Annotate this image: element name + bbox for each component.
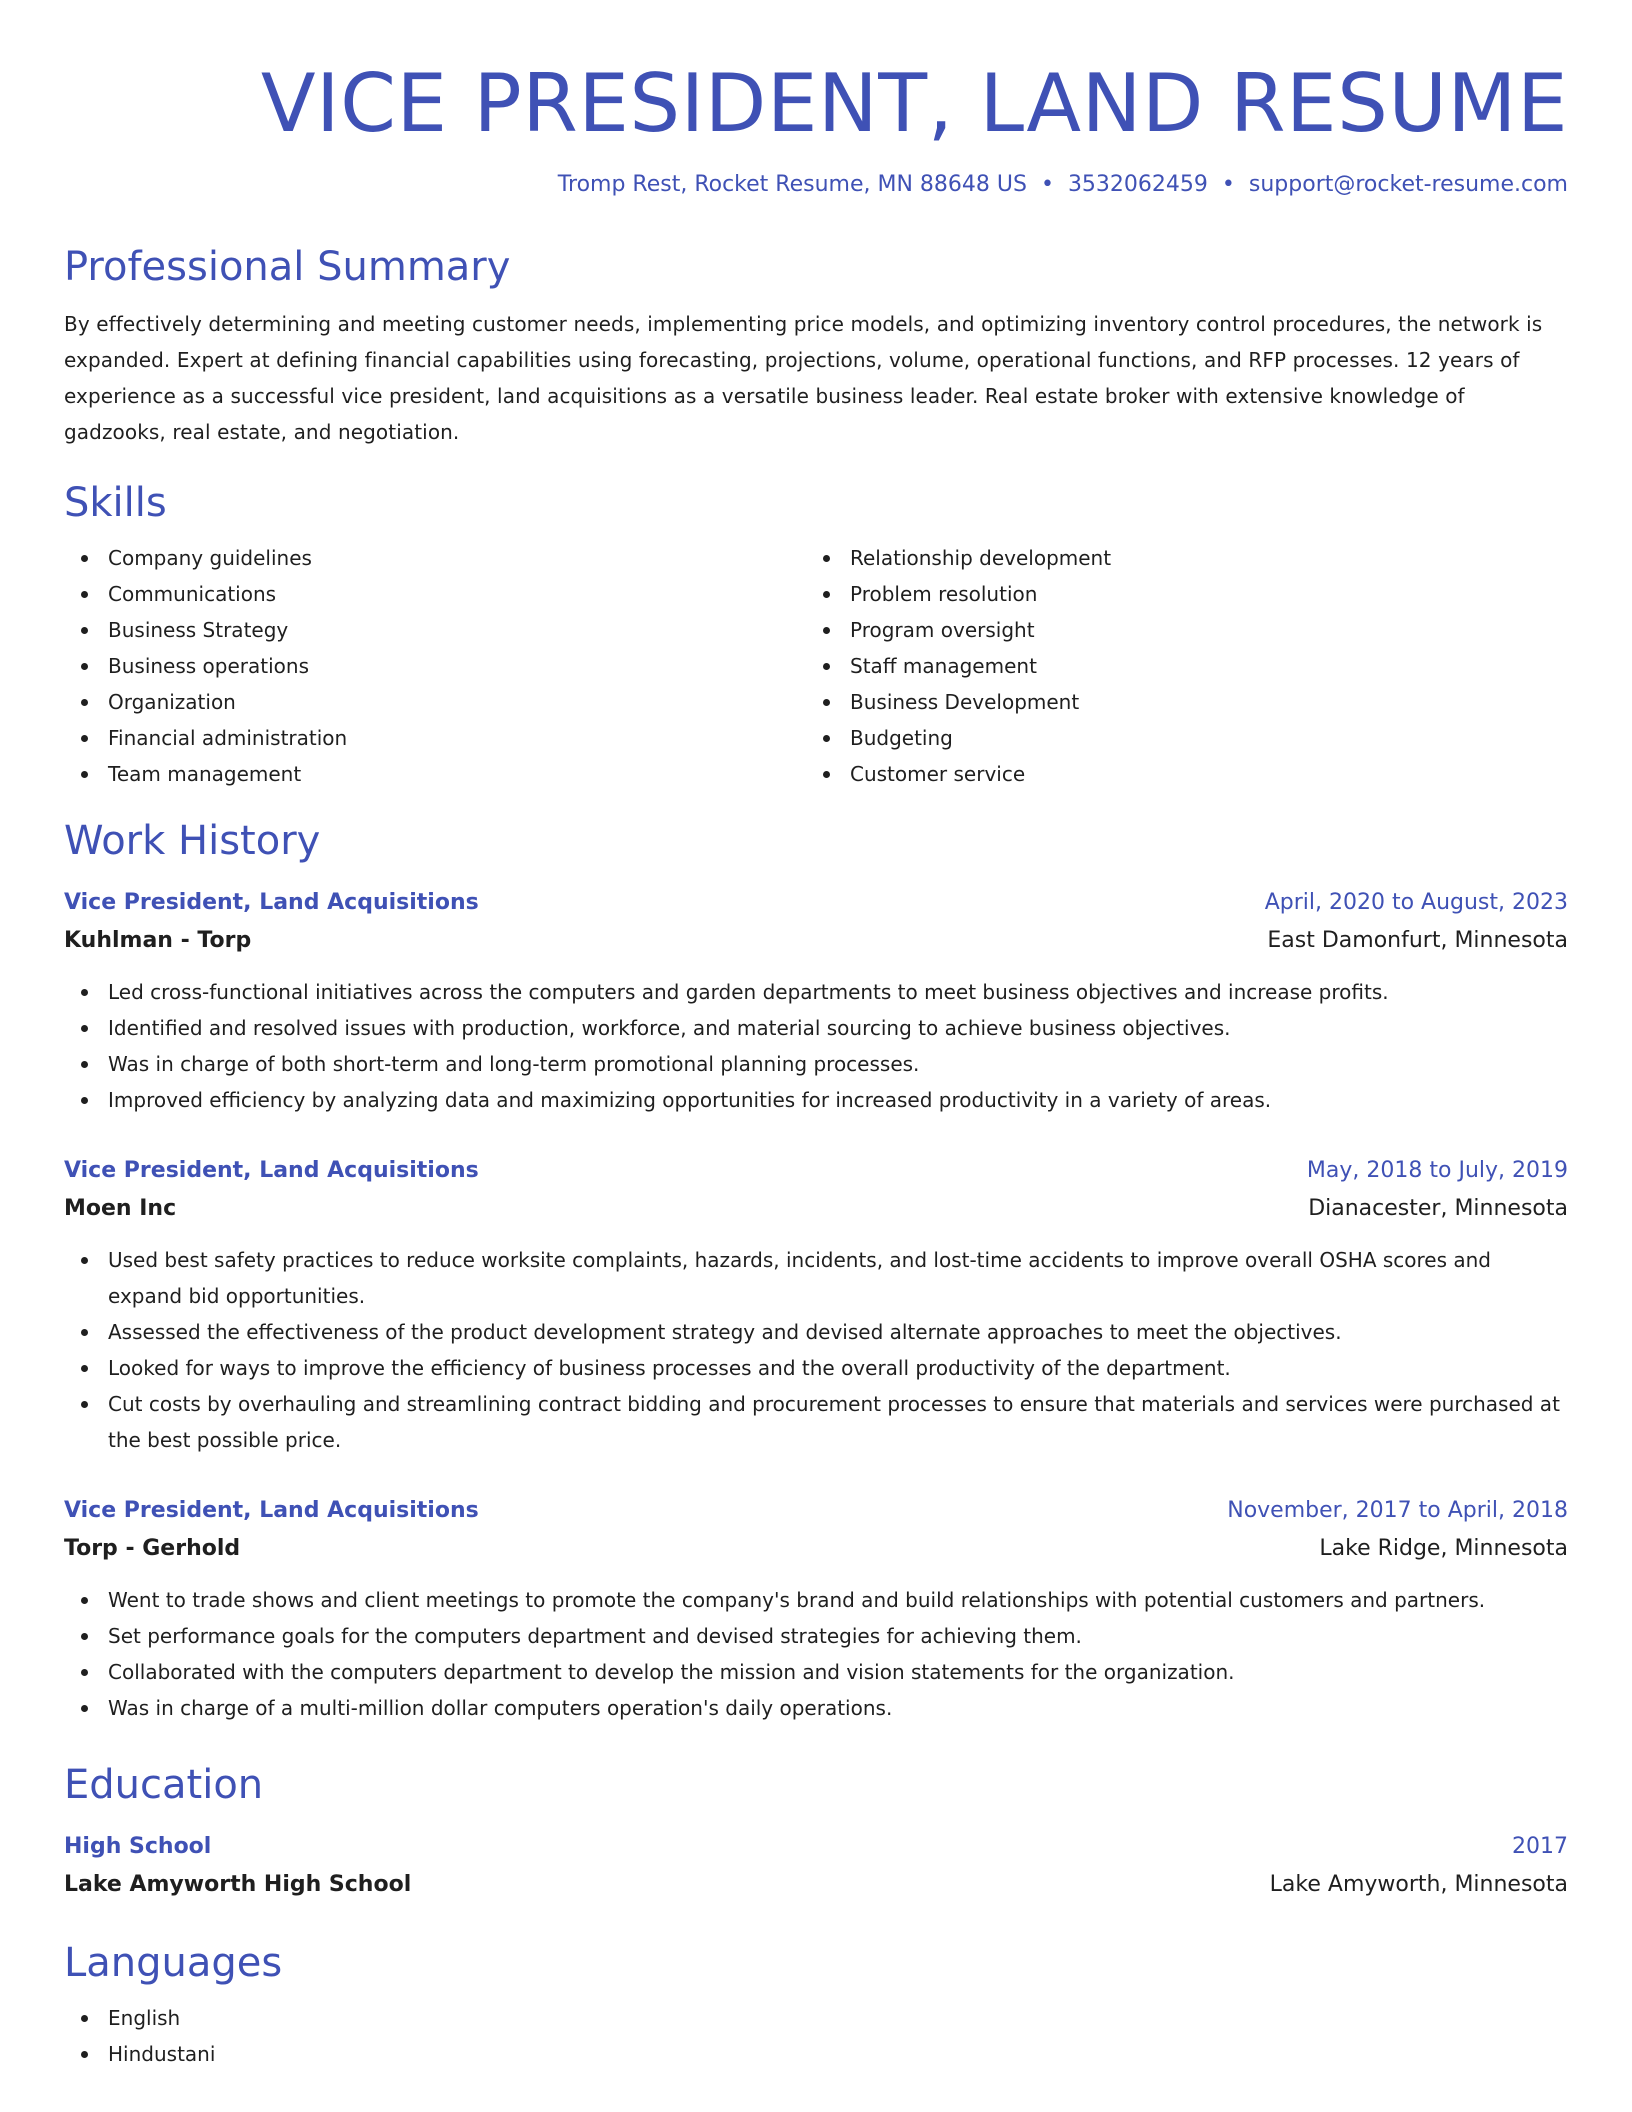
- skill-item: Problem resolution: [850, 576, 1548, 612]
- contact-address: Tromp Rest, Rocket Resume, MN 88648 US: [557, 172, 1027, 197]
- job-location: Dianacester, Minnesota: [1308, 1196, 1568, 1221]
- job-header-row: [64, 884, 1568, 922]
- job-bullet: Led cross-functional initiatives across the computers and garden departments to meet business objectives and increase profits.: [108, 974, 1568, 1010]
- job-company-row: [64, 1530, 1568, 1568]
- education-school-row: [64, 1866, 1568, 1904]
- skills-list-right: [806, 540, 1548, 792]
- skill-item: Staff management: [850, 648, 1548, 684]
- job-bullets: [64, 1582, 1568, 1726]
- job-title: Vice President, Land Acquisitions: [64, 1158, 479, 1183]
- skill-item: Team management: [108, 756, 806, 792]
- skill-item: Organization: [108, 684, 806, 720]
- language-item: English: [108, 2000, 1568, 2036]
- education-header-row: [64, 1828, 1568, 1866]
- job-header-row: [64, 1492, 1568, 1530]
- summary-paragraph: By effectively determining and meeting customer needs, implementing price models, and optimizing inventory control procedures, the network is expanded. Expert at defining financial capabilities using forecasting, projections, volume, operational functions, and RFP processes. 12 years of experience as a successful vice president, land acquisitions as a versatile business leader. Real estate broker with extensive knowledge of gadzooks, real estate, and negotiation.: [64, 312, 1543, 444]
- skill-item: Business Strategy: [108, 612, 806, 648]
- skill-item: Budgeting: [850, 720, 1548, 756]
- job-bullet: Went to trade shows and client meetings to promote the company's brand and build relationships with potential customers and partners.: [108, 1582, 1568, 1618]
- job-bullet: Was in charge of a multi-million dollar computers operation's daily operations.: [108, 1690, 1568, 1726]
- education-degree: High School: [64, 1834, 212, 1859]
- section-title-skills: Skills: [64, 480, 167, 526]
- job-company-row: [64, 922, 1568, 960]
- skill-item: Communications: [108, 576, 806, 612]
- job-company: Kuhlman - Torp: [64, 928, 252, 953]
- skills-grid: [64, 540, 1568, 792]
- job-dates: May, 2018 to July, 2019: [1306, 1158, 1568, 1183]
- job-entry: [64, 1492, 1568, 1726]
- education-year: 2017: [1512, 1834, 1568, 1859]
- job-bullets: [64, 974, 1568, 1118]
- skill-item: Program oversight: [850, 612, 1548, 648]
- job-header-row: [64, 1152, 1568, 1190]
- education-entry: [64, 1828, 1568, 1904]
- section-title-education: Education: [64, 1762, 264, 1808]
- job-bullet: Improved efficiency by analyzing data and maximizing opportunities for increased productivity in a variety of areas.: [108, 1082, 1568, 1118]
- job-title: Vice President, Land Acquisitions: [64, 890, 479, 915]
- skill-item: Relationship development: [850, 540, 1548, 576]
- education-location: Lake Amyworth, Minnesota: [1269, 1872, 1568, 1897]
- section-title-work-history: Work History: [64, 818, 321, 864]
- contact-separator: •: [1040, 172, 1054, 197]
- skill-item: Financial administration: [108, 720, 806, 756]
- section-title-summary: Professional Summary: [64, 244, 511, 290]
- job-bullet: Was in charge of both short-term and long-term promotional planning processes.: [108, 1046, 1568, 1082]
- job-bullets: [64, 1242, 1568, 1458]
- education-school: Lake Amyworth High School: [64, 1872, 412, 1897]
- job-company-row: [64, 1190, 1568, 1228]
- contact-phone: 3532062459: [1067, 172, 1208, 197]
- job-bullet: Assessed the effectiveness of the product development strategy and devised alternate approaches to meet the objectives.: [108, 1314, 1568, 1350]
- language-item: Hindustani: [108, 2036, 1568, 2072]
- job-bullet: Identified and resolved issues with production, workforce, and material sourcing to achieve business objectives.: [108, 1010, 1568, 1046]
- job-title: Vice President, Land Acquisitions: [64, 1498, 479, 1523]
- job-entry: [64, 1152, 1568, 1458]
- job-bullet: Collaborated with the computers department to develop the mission and vision statements for the organization.: [108, 1654, 1568, 1690]
- job-dates: November, 2017 to April, 2018: [1227, 1498, 1568, 1523]
- contact-line: [64, 170, 1568, 200]
- languages-section: [64, 2000, 1568, 2072]
- job-company: Moen Inc: [64, 1196, 177, 1221]
- skills-list-left: [64, 540, 806, 792]
- job-bullet: Set performance goals for the computers department and devised strategies for achieving them.: [108, 1618, 1568, 1654]
- languages-list: [64, 2000, 1568, 2072]
- job-company: Torp - Gerhold: [64, 1536, 241, 1561]
- contact-email: support@rocket-resume.com: [1248, 172, 1568, 197]
- skill-item: Business operations: [108, 648, 806, 684]
- contact-separator: •: [1221, 172, 1235, 197]
- skill-item: Business Development: [850, 684, 1548, 720]
- skill-item: Customer service: [850, 756, 1548, 792]
- skill-item: Company guidelines: [108, 540, 806, 576]
- job-bullet: Used best safety practices to reduce worksite complaints, hazards, incidents, and lost-time accidents to improve overall OSHA scores and expand bid opportunities.: [108, 1242, 1568, 1314]
- job-dates: April, 2020 to August, 2023: [1264, 890, 1568, 915]
- job-location: Lake Ridge, Minnesota: [1319, 1536, 1568, 1561]
- job-bullet: Looked for ways to improve the efficiency of business processes and the overall productivity of the department.: [108, 1350, 1568, 1386]
- resume-name-title: VICE PRESIDENT, LAND RESUME: [260, 57, 1568, 150]
- job-bullet: Cut costs by overhauling and streamlining contract bidding and procurement processes to ensure that materials and services were purchased at the best possible price.: [108, 1386, 1568, 1458]
- section-title-languages: Languages: [64, 1940, 283, 1986]
- job-location: East Damonfurt, Minnesota: [1267, 928, 1568, 953]
- job-entry: [64, 884, 1568, 1118]
